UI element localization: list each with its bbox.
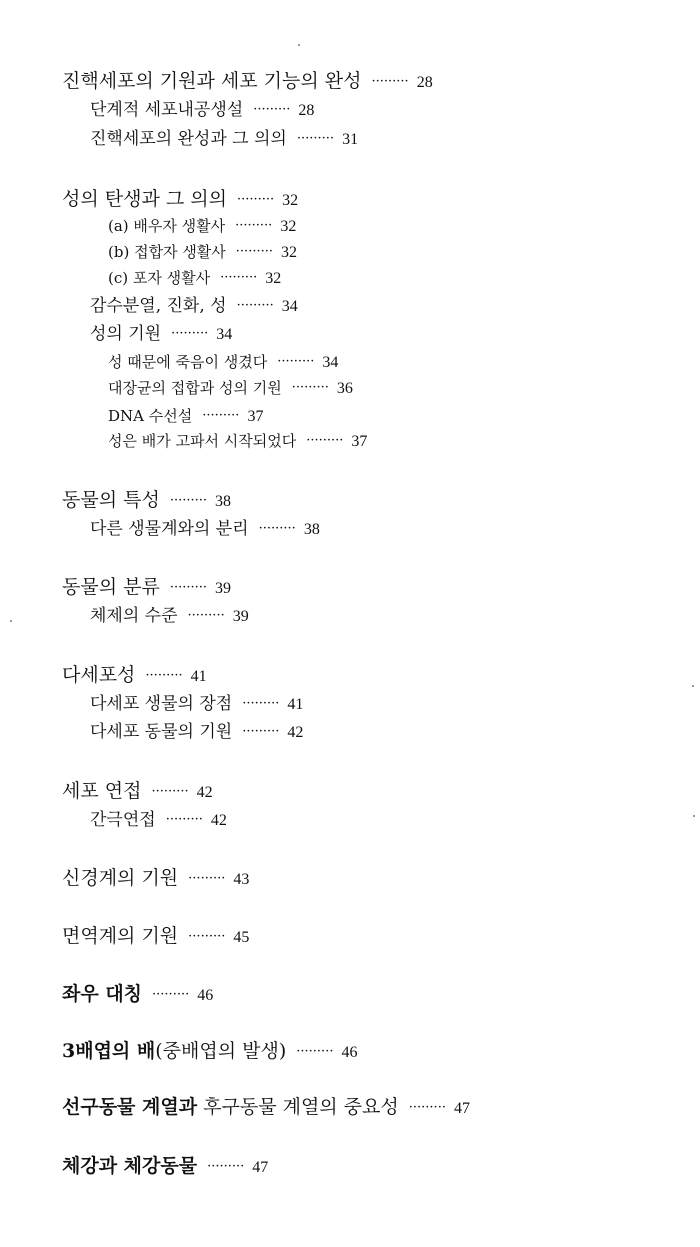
toc-page-number: 41 (190, 668, 207, 685)
toc-page-number: 38 (215, 493, 232, 510)
toc-page-number: 37 (247, 408, 264, 425)
toc-entry-title (90, 606, 178, 626)
toc-page-number: 42 (210, 812, 227, 829)
toc-entry (108, 409, 263, 425)
toc-title-segment: 체제의 수준 (90, 606, 178, 626)
toc-title-segment: 후구동물 계열의 중요성 (197, 1096, 399, 1118)
toc-page-number: 39 (232, 608, 249, 625)
toc-title-segment: 선구동물 계열과 (62, 1096, 198, 1118)
toc-title-segment: 3배엽의 배 (62, 1040, 156, 1062)
toc-entry-title (90, 129, 287, 149)
toc-leader-dots: ········· (306, 433, 344, 448)
toc-leader-dots: ········· (165, 812, 203, 827)
toc-entry (90, 131, 358, 148)
toc-page-number: 37 (351, 433, 368, 450)
toc-leader-dots: ········· (296, 131, 335, 146)
toc-entry (62, 190, 298, 209)
toc-entry-title (62, 70, 361, 92)
toc-leader-dots: ········· (296, 1044, 334, 1059)
toc-page-number: 32 (281, 244, 297, 261)
toc-leader-dots: ········· (236, 298, 274, 313)
toc-leader-dots: ········· (202, 408, 240, 423)
toc-page-number: 31 (342, 131, 359, 148)
toc-page-number: 46 (341, 1044, 358, 1061)
toc-page-number: 47 (453, 1100, 470, 1117)
toc-leader-dots: ········· (188, 871, 226, 886)
toc-title-segment: 감수분열, 진화, 성 (90, 296, 227, 316)
toc-entry (108, 271, 281, 287)
toc-page-number: 42 (287, 724, 304, 741)
toc-page-number: 41 (287, 696, 304, 713)
toc-page-number: 43 (233, 871, 250, 888)
toc-entry-title (62, 867, 178, 889)
toc-entry (62, 1042, 357, 1061)
toc-page-number: 46 (197, 987, 214, 1004)
toc-entry (62, 985, 213, 1004)
toc-leader-dots: ········· (236, 192, 275, 207)
toc-entry (62, 869, 249, 888)
toc-leader-dots: ········· (145, 668, 183, 683)
toc-entry-title (90, 722, 232, 742)
toc-title-segment: 동물의 특성 (62, 489, 160, 511)
toc-entry (90, 521, 320, 538)
toc-entry-title (108, 243, 226, 261)
toc-leader-dots: ········· (152, 987, 190, 1002)
scan-speck (10, 620, 12, 622)
toc-entry (90, 696, 303, 713)
toc-entry-title (108, 269, 210, 287)
toc-entry-title (108, 217, 225, 235)
toc-entry (62, 1157, 268, 1176)
toc-page-number: 39 (215, 580, 232, 597)
toc-entry-title (62, 1096, 399, 1118)
toc-page-number: 28 (416, 74, 433, 91)
toc-title-segment: (a) 배우자 생활사 (108, 217, 226, 235)
toc-leader-dots: ········· (291, 380, 329, 395)
scan-speck (693, 815, 695, 817)
toc-leader-dots: ········· (171, 326, 209, 341)
toc-entry-title (62, 188, 227, 210)
scan-speck (298, 44, 300, 46)
toc-page-number: 32 (265, 270, 282, 287)
toc-entry (62, 666, 207, 685)
toc-title-segment: 단계적 세포내공생설 (90, 100, 244, 120)
toc-entry (90, 102, 314, 119)
toc-page-number: 47 (252, 1159, 269, 1176)
toc-entry (62, 1098, 470, 1117)
toc-entry-title (62, 576, 160, 598)
toc-entry (90, 724, 303, 741)
toc-entry-title (90, 694, 232, 714)
toc-leader-dots: ········· (235, 218, 273, 233)
toc-entry-title (108, 432, 296, 450)
toc-entry (62, 927, 249, 946)
toc-page-number: 28 (298, 102, 315, 119)
toc-entry-title (62, 925, 178, 947)
toc-entry-title (62, 664, 135, 686)
toc-entry (62, 578, 231, 597)
toc-entry (108, 219, 296, 235)
toc-title-segment: (b) 접합자 생활사 (108, 243, 226, 261)
toc-title-segment: (c) 포자 생활사 (108, 269, 211, 287)
toc-entry-title (62, 780, 141, 802)
toc-page-number: 34 (322, 354, 339, 371)
toc-title-segment: 다른 생물계와의 분리 (90, 519, 249, 539)
toc-leader-dots: ········· (187, 608, 225, 623)
toc-page-number: 42 (196, 784, 213, 801)
toc-title-segment: 진핵세포의 기원과 세포 기능의 완성 (62, 70, 362, 92)
toc-page-number: 32 (280, 218, 297, 235)
toc-title-segment: 동물의 분류 (62, 576, 160, 598)
toc-entry-title (62, 1155, 197, 1177)
toc-entry-title (108, 353, 267, 371)
toc-page-number: 34 (281, 298, 298, 315)
toc-title-segment: 체강과 체강동물 (62, 1155, 198, 1177)
toc-title-segment: 좌우 대칭 (62, 983, 143, 1005)
toc-title-segment: 다세포 동물의 기원 (90, 722, 233, 742)
toc-leader-dots: ········· (235, 244, 273, 259)
toc-title-segment: 대장균의 접합과 성의 기원 (108, 379, 282, 397)
toc-entry-title (62, 983, 142, 1005)
toc-title-segment: 성은 배가 고파서 시작되었다 (108, 432, 297, 450)
toc-leader-dots: ········· (242, 696, 280, 711)
toc-title-segment: 간극연접 (90, 810, 156, 830)
toc-leader-dots: ········· (277, 354, 315, 369)
toc-leader-dots: ········· (169, 580, 208, 595)
toc-page-number: 32 (282, 192, 299, 209)
scan-speck (692, 685, 694, 687)
toc-leader-dots: ········· (220, 270, 258, 285)
toc-entry (108, 245, 297, 261)
toc-leader-dots: ········· (408, 1100, 446, 1115)
toc-page-number: 38 (303, 521, 320, 538)
toc-leader-dots: ········· (169, 493, 208, 508)
toc-entry-title (90, 519, 249, 539)
toc-entry-title (108, 379, 282, 397)
toc-entry (108, 381, 353, 397)
toc-title-segment: 다세포 생물의 장점 (90, 694, 233, 714)
toc-entry-title (90, 810, 156, 830)
toc-leader-dots: ········· (207, 1159, 245, 1174)
toc-entry-title (90, 100, 243, 120)
toc-entry-title (62, 1040, 286, 1062)
toc-entry (62, 72, 433, 91)
toc-page-number: 45 (233, 929, 250, 946)
toc-entry (108, 355, 338, 371)
toc-title-segment: DNA 수선설 (108, 407, 193, 425)
toc-entry (108, 434, 367, 450)
toc-title-segment: 세포 연접 (62, 780, 142, 802)
toc-leader-dots: ········· (151, 784, 189, 799)
toc-entry-title (62, 489, 160, 511)
toc-title-segment: 다세포성 (62, 664, 136, 686)
toc-title-segment: 진핵세포의 완성과 그 의의 (90, 129, 287, 149)
toc-entry (90, 608, 249, 625)
toc-entry (62, 782, 213, 801)
toc-leader-dots: ········· (188, 929, 226, 944)
toc-entry-title (90, 324, 161, 344)
toc-entry-title (108, 407, 192, 425)
toc-title-segment: (중배엽의 발생) (155, 1040, 287, 1062)
toc-title-segment: 성의 탄생과 그 의의 (62, 188, 227, 210)
toc-leader-dots: ········· (371, 74, 409, 89)
toc-title-segment: 신경계의 기원 (62, 867, 179, 889)
toc-entry (90, 326, 232, 343)
toc-leader-dots: ········· (258, 521, 296, 536)
toc-title-segment: 면역계의 기원 (62, 925, 179, 947)
toc-page-number: 36 (336, 380, 353, 397)
toc-leader-dots: ········· (253, 102, 291, 117)
toc-entry-title (90, 296, 227, 316)
toc-page-number: 34 (216, 326, 233, 343)
toc-title-segment: 성 때문에 죽음이 생겼다 (108, 353, 268, 371)
toc-leader-dots: ········· (242, 724, 280, 739)
toc-entry (90, 298, 298, 315)
toc-entry (90, 812, 227, 829)
toc-entry (62, 491, 231, 510)
toc-title-segment: 성의 기원 (90, 324, 162, 344)
